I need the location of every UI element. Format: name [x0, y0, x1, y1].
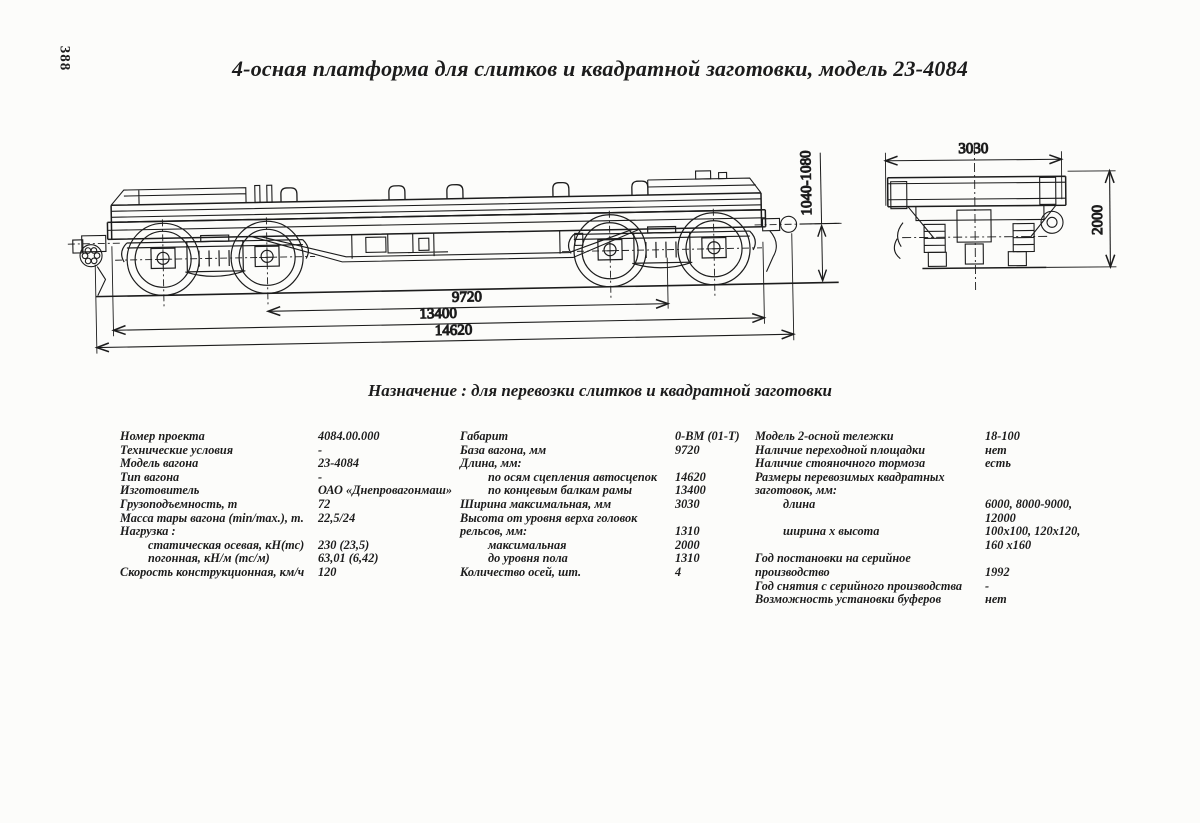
spec-label: длина — [783, 496, 816, 511]
spec-row — [755, 430, 1105, 444]
spec-value: нет — [985, 442, 1007, 457]
spec-row — [120, 430, 465, 444]
spec-label: Нагрузка : — [120, 524, 176, 539]
spec-value: 1310 — [675, 551, 700, 566]
spec-label: Масса тары вагона (min/max.), т. — [120, 510, 304, 525]
spec-label: ширина х высота — [783, 524, 880, 539]
spec-row — [460, 471, 760, 485]
specs-column-3 — [755, 430, 1105, 607]
spec-row — [120, 566, 465, 580]
dim-label-over-frame: 13400 — [419, 305, 458, 323]
spec-row — [460, 457, 760, 471]
spec-label: до уровня пола — [488, 551, 568, 566]
spec-row — [460, 525, 760, 539]
spec-value: 22,5/24 — [318, 510, 356, 525]
spec-row — [460, 444, 760, 458]
spec-value: 9720 — [675, 442, 700, 457]
spec-value: ОАО «Днепровагонмаш» — [318, 483, 452, 498]
spec-value: 230 (23,5) — [318, 537, 370, 552]
dim-base — [268, 286, 668, 312]
end-view-drawing — [885, 140, 1116, 291]
spec-label: Технические условия — [120, 442, 234, 457]
spec-value: 13400 — [675, 483, 706, 498]
spec-row — [755, 444, 1105, 458]
spec-value: 1992 — [985, 564, 1010, 579]
specs-column-2 — [460, 430, 760, 580]
dim-label-height: 2000 — [1089, 204, 1107, 235]
spec-label: Грузоподъемность, т — [120, 496, 238, 511]
spec-row — [755, 498, 1105, 512]
spec-row — [460, 552, 760, 566]
spec-label: Наличие переходной площадки — [755, 442, 926, 457]
spec-row — [755, 457, 1105, 471]
spec-row — [460, 498, 760, 512]
spec-row — [755, 525, 1105, 539]
spec-value: 14620 — [675, 469, 706, 484]
spec-label: по концевым балкам рамы — [488, 483, 633, 498]
spec-value: 72 — [318, 496, 331, 511]
spec-row — [460, 430, 760, 444]
specs-column-1 — [120, 430, 465, 580]
spec-label: Год постановки на серийное — [755, 551, 911, 566]
spec-row — [120, 457, 465, 471]
spec-row — [460, 566, 760, 580]
spec-row — [755, 539, 1105, 553]
spec-row — [755, 552, 1105, 566]
spec-row — [120, 444, 465, 458]
spec-value: 4 — [675, 564, 682, 579]
spec-label: по осям сцепления автосцепок — [488, 469, 658, 484]
dim-label-over-couplers: 14620 — [434, 322, 473, 340]
spec-row — [755, 566, 1105, 580]
spec-value: - — [318, 442, 323, 457]
spec-value: 12000 — [985, 510, 1016, 525]
spec-label: Скорость конструкционная, км/ч — [120, 564, 305, 579]
spec-value: 23-4084 — [318, 456, 359, 471]
spec-value: нет — [985, 592, 1007, 607]
spec-label: Модель 2-осной тележки — [755, 429, 894, 443]
spec-value: 1310 — [675, 524, 700, 539]
spec-label: Год снятия с серийного производства — [755, 578, 963, 593]
spec-label: Возможность установки буферов — [755, 592, 942, 607]
right-coupler — [754, 215, 842, 272]
spec-value: 160 x160 — [985, 537, 1032, 552]
spec-label: максимальная — [488, 537, 567, 552]
spec-label: Наличие стояночного тормоза — [755, 456, 926, 471]
spec-row — [755, 593, 1105, 607]
spec-value: 6000, 8000-9000, — [985, 496, 1073, 511]
dim-label-coupler-height: 1040-1080 — [798, 150, 816, 216]
page-title: 4-осная платформа для слитков и квадратной заготовки, модель 23-4084 — [231, 56, 969, 81]
spec-label: Номер проекта — [120, 429, 205, 443]
spec-label: Длина, мм: — [460, 456, 522, 471]
spec-value: - — [985, 578, 990, 593]
spec-label: Размеры перевозимых квадратных — [755, 469, 945, 484]
spec-row — [120, 512, 465, 526]
specs-table — [0, 430, 1200, 615]
spec-row — [120, 471, 465, 485]
purpose-line: Назначение : для перевозки слитков и квадратной заготовки — [368, 381, 832, 400]
spec-value: 2000 — [675, 537, 700, 552]
spec-value: 100x100, 120x120, — [985, 524, 1081, 539]
dim-width — [885, 140, 1061, 161]
spec-label: Ширина максимальная, мм — [460, 496, 612, 511]
spec-row — [120, 484, 465, 498]
spec-row — [755, 471, 1105, 485]
spec-value: 3030 — [675, 496, 700, 511]
spec-value: 120 — [318, 564, 337, 579]
spec-label: База вагона, мм — [460, 442, 547, 457]
spec-label: производство — [755, 564, 830, 579]
spec-value: - — [318, 469, 323, 484]
spec-value: 18-100 — [985, 429, 1020, 443]
spec-value: 63,01 (6,42) — [318, 551, 379, 566]
page-number: 388 — [56, 45, 73, 72]
spec-label: Количество осей, шт. — [460, 564, 582, 579]
spec-row — [460, 512, 760, 526]
dim-height — [1090, 171, 1111, 267]
spec-label: Изготовитель — [120, 483, 200, 498]
spec-row — [755, 580, 1105, 594]
spec-row — [755, 512, 1105, 526]
spec-label: Тип вагона — [120, 469, 180, 484]
spec-value: 0-ВМ (01-Т) — [675, 429, 740, 443]
spec-value: есть — [985, 456, 1011, 471]
dim-label-width: 3030 — [958, 140, 989, 158]
spec-row — [120, 539, 465, 553]
dim-label-base: 9720 — [451, 289, 483, 306]
spec-row — [460, 539, 760, 553]
spec-label: заготовок, мм: — [755, 483, 837, 498]
spec-label: Высота от уровня верха головок — [460, 510, 638, 525]
spec-row — [755, 484, 1105, 498]
spec-label: Габарит — [460, 429, 509, 443]
spec-row — [460, 484, 760, 498]
spec-label: статическая осевая, кН(тс) — [148, 537, 305, 552]
spec-label: рельсов, мм: — [460, 524, 528, 539]
side-view-drawing — [66, 150, 843, 354]
technical-drawing — [0, 0, 1200, 400]
spec-label: Модель вагона — [120, 456, 199, 471]
spec-row — [120, 525, 465, 539]
dim-coupler-height — [798, 150, 823, 281]
spec-label: погонная, кН/м (тс/м) — [148, 551, 270, 566]
spec-row — [120, 552, 465, 566]
spec-value: 4084.00.000 — [318, 429, 380, 443]
spec-row — [120, 498, 465, 512]
